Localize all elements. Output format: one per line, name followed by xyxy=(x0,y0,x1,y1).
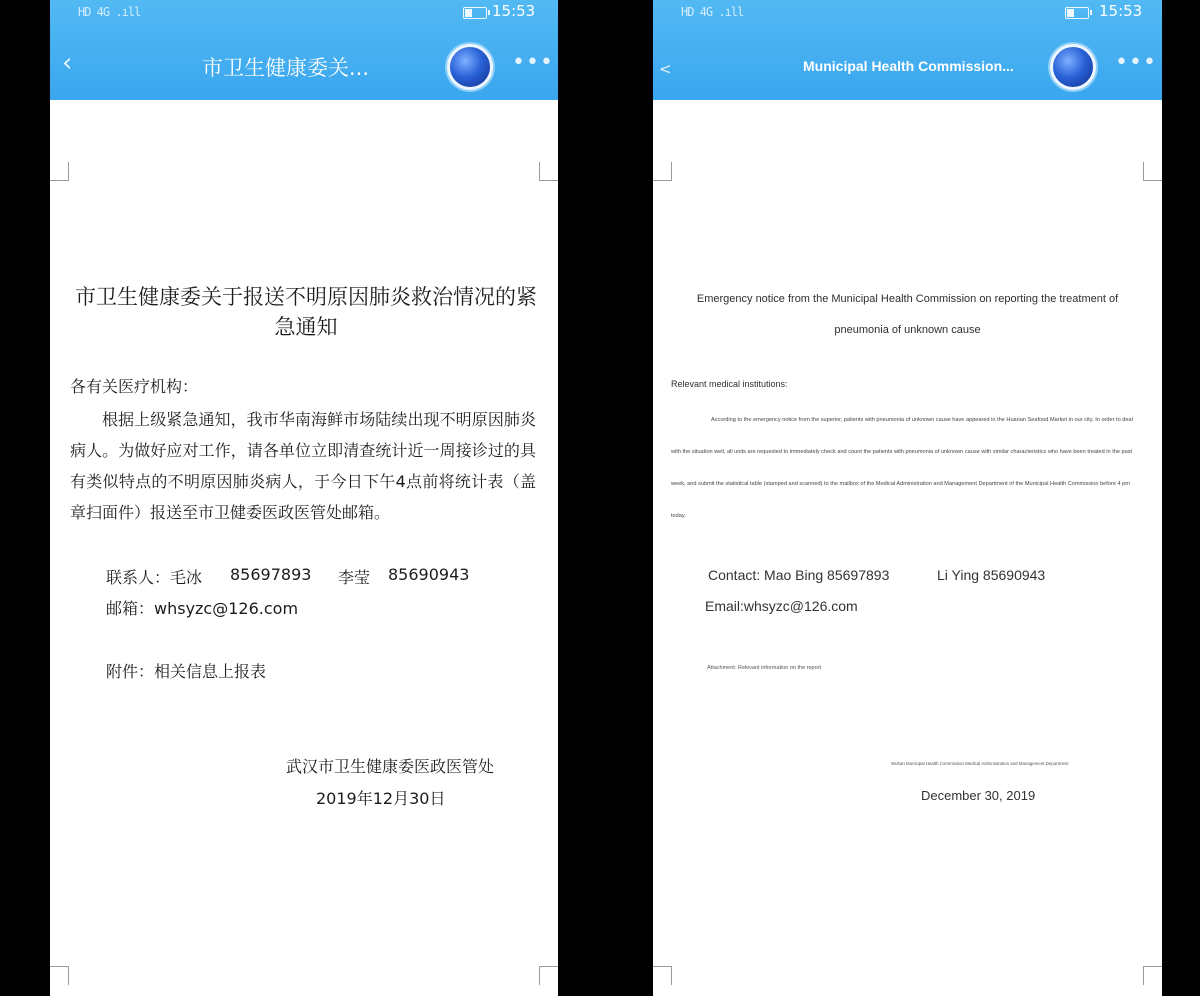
globe-icon[interactable] xyxy=(447,44,493,90)
document-body: 根据上级紧急通知，我市华南海鲜市场陆续出现不明原因肺炎病人。为做好应对工作，请各单位立即清查统计近一周接诊过的具有类似特点的不明原因肺炎病人，于今日下午4点前将统计表（盖章扫面件）报送至市卫健委医政医管处邮箱。 xyxy=(70,410,536,522)
contact-email: Email:whsyzc@126.com xyxy=(705,598,858,614)
page-corner-mark xyxy=(50,966,69,985)
contact-person-1: Contact: Mao Bing 85697893 xyxy=(708,567,890,583)
attachment-note: Attachment: Relevant information on the report xyxy=(707,665,822,671)
more-options-button[interactable]: ••• xyxy=(1115,50,1157,75)
contact-person-2: Li Ying 85690943 xyxy=(937,567,1046,583)
contact-phone-1: 85697893 xyxy=(230,565,312,584)
more-options-button[interactable]: ••• xyxy=(512,50,554,75)
page-corner-mark xyxy=(539,966,558,985)
app-header xyxy=(653,0,1162,100)
signature-department: 武汉市卫生健康委医政医管处 xyxy=(286,757,495,776)
app-header xyxy=(50,0,558,100)
contact-phone-2: 85690943 xyxy=(388,565,470,584)
status-bar xyxy=(653,0,1162,28)
document-heading: Emergency notice from the Municipal Health Commission on reporting the treatment of pneumonia of unknown cause xyxy=(696,293,1119,336)
battery-icon xyxy=(1065,7,1089,19)
page-corner-mark xyxy=(1143,966,1162,985)
contact-person-2: 李莹 xyxy=(338,568,371,587)
phone-screen-chinese xyxy=(50,0,558,996)
contact-person-1: 联系人：毛冰 xyxy=(106,568,203,587)
status-time: 15:53 xyxy=(1099,2,1143,20)
phone-screen-english xyxy=(653,0,1162,996)
battery-icon xyxy=(463,7,487,19)
back-button[interactable]: < xyxy=(659,60,672,78)
signature-date: December 30, 2019 xyxy=(921,788,1036,803)
signature-date: 2019年12月30日 xyxy=(316,789,446,808)
status-bar xyxy=(50,0,558,28)
page-title: Municipal Health Commission... xyxy=(803,58,1014,74)
document-heading: 市卫生健康委关于报送不明原因肺炎救治情况的紧急通知 xyxy=(75,285,537,339)
status-time: 15:53 xyxy=(492,2,536,20)
document-body: According to the emergency notice from the superior, patients with pneumonia of unknown cause have appeared in the Huanan Seafood Market in our city. In order to deal with the situation well, all units are requested to immediately check and count the patients with pneumonia of unknown cause with similar characteristics who have been treated in the past week, and submit the statistical table (stamped and scanned) to the mailbox of the Medical Administration and Management Department of the Municipal Health Commission before 4 pm today. xyxy=(671,417,1133,519)
signature-department: Wuhan Municipal Health Commission Medical Administration and Management Department xyxy=(891,761,1069,766)
page-corner-mark xyxy=(653,162,672,181)
page-corner-mark xyxy=(653,966,672,985)
globe-icon[interactable] xyxy=(1050,44,1096,90)
page-title: 市卫生健康委关... xyxy=(202,56,370,80)
document-greeting: Relevant medical institutions: xyxy=(671,379,788,389)
signal-icon: HD 4G .ıll xyxy=(78,5,141,19)
attachment-note: 附件：相关信息上报表 xyxy=(106,662,267,681)
page-corner-mark xyxy=(539,162,558,181)
page-corner-mark xyxy=(1143,162,1162,181)
contact-email: 邮箱：whsyzc@126.com xyxy=(106,599,299,618)
signal-icon: HD 4G .ıll xyxy=(681,5,744,19)
page-corner-mark xyxy=(50,162,69,181)
document-greeting: 各有关医疗机构： xyxy=(70,377,199,396)
back-button[interactable]: ‹ xyxy=(62,48,73,78)
